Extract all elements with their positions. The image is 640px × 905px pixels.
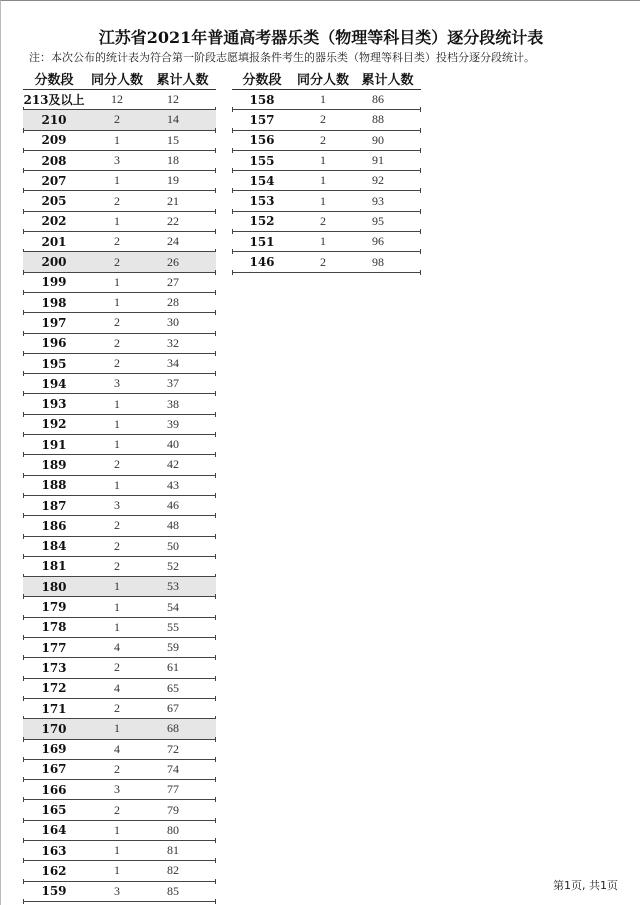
same-count-cell: 1 [114,619,120,634]
same-count-cell: 1 [114,477,120,492]
table-row [23,90,216,110]
score-cell: 191 [41,437,67,452]
table-row [23,252,216,272]
table-row [23,516,216,536]
score-cell: 166 [41,782,67,797]
cumulative-cell: 37 [167,376,179,391]
same-count-cell: 2 [114,558,120,573]
cumulative-cell: 38 [167,396,179,411]
cumulative-cell: 65 [167,680,179,695]
table-row [23,537,216,557]
cumulative-cell: 48 [167,518,179,533]
score-cell: 164 [41,823,67,838]
score-cell: 187 [41,498,67,513]
table-row [23,151,216,171]
same-count-cell: 2 [320,254,326,269]
score-cell: 152 [249,214,275,229]
table-row [23,618,216,638]
same-count-cell: 2 [114,254,120,269]
same-count-cell: 1 [320,92,326,107]
cumulative-cell: 15 [167,132,179,147]
table-row [23,638,216,658]
cumulative-cell: 27 [167,274,179,289]
score-cell: 157 [249,112,275,127]
same-count-cell: 2 [114,802,120,817]
table-row [23,354,216,374]
cumulative-cell: 95 [372,213,384,228]
score-cell: 178 [41,620,67,635]
score-cell: 146 [249,255,275,270]
cumulative-cell: 88 [372,112,384,127]
score-cell: 165 [41,803,67,818]
score-cell: 196 [41,336,67,351]
cumulative-cell: 91 [372,153,384,168]
table-row [23,861,216,881]
same-count-cell: 1 [114,173,120,188]
score-cell: 177 [41,640,67,655]
cumulative-cell: 80 [167,822,179,837]
page-title: 江苏省2021年普通高考器乐类（物理等科目类）逐分段统计表 [98,28,544,47]
cumulative-cell: 14 [167,112,179,127]
score-cell: 179 [41,600,67,615]
score-cell: 200 [41,255,67,270]
cumulative-cell: 12 [167,92,179,107]
same-count-cell: 3 [114,376,120,391]
cumulative-cell: 67 [167,701,179,716]
cumulative-cell: 42 [167,457,179,472]
score-cell: 171 [41,701,67,716]
same-count-cell: 2 [114,193,120,208]
same-count-cell: 3 [114,153,120,168]
same-count-cell: 2 [114,761,120,776]
same-count-cell: 1 [114,213,120,228]
table-row [23,597,216,617]
score-cell: 170 [41,721,67,736]
table-row [232,171,421,191]
score-cell: 201 [41,234,67,249]
score-cell: 207 [41,173,67,188]
score-cell: 169 [41,742,67,757]
cumulative-cell: 85 [167,883,179,898]
cumulative-cell: 93 [372,193,384,208]
score-cell: 210 [41,112,67,127]
header-same-count: 同分人数 [296,72,349,88]
cumulative-cell: 82 [167,863,179,878]
table-row [23,313,216,333]
table-row [23,760,216,780]
same-count-cell: 1 [114,579,120,594]
table-row [23,557,216,577]
table-row [232,191,421,211]
score-cell: 188 [41,478,67,493]
table-row [232,90,421,110]
same-count-cell: 2 [114,335,120,350]
same-count-cell: 1 [114,295,120,310]
cumulative-cell: 72 [167,741,179,756]
table-row [232,232,421,252]
score-cell: 158 [249,92,275,107]
same-count-cell: 1 [114,599,120,614]
score-cell: 195 [41,356,67,371]
score-cell: 159 [41,884,67,899]
same-count-cell: 2 [114,356,120,370]
same-count-cell: 2 [114,315,120,330]
cumulative-cell: 98 [372,254,384,269]
score-cell: 162 [41,863,67,878]
score-cell: 155 [249,153,275,168]
cumulative-cell: 50 [167,538,179,553]
same-count-cell: 2 [114,701,120,716]
same-count-cell: 1 [320,173,326,188]
score-cell: 184 [41,539,67,554]
same-count-cell: 3 [114,883,120,898]
cumulative-cell: 18 [167,153,179,168]
cumulative-cell: 68 [167,721,179,736]
cumulative-cell: 86 [372,92,384,107]
table-body-right [232,90,421,273]
cumulative-cell: 28 [167,295,179,310]
score-cell: 198 [41,295,67,310]
table-row [232,212,421,232]
table-row [23,131,216,151]
cumulative-cell: 96 [372,234,384,249]
same-count-cell: 12 [111,92,123,107]
table-row [23,171,216,191]
cumulative-cell: 46 [167,498,179,513]
score-cell: 192 [41,417,67,432]
table-row [23,496,216,516]
same-count-cell: 1 [320,234,326,249]
score-table-right [232,67,421,273]
same-count-cell: 2 [114,538,120,553]
table-row [23,374,216,394]
header-score: 分数段 [242,72,282,88]
cumulative-cell: 53 [167,579,179,594]
table-row [23,110,216,130]
table-row [23,577,216,597]
cumulative-cell: 39 [167,416,179,431]
score-cell: 186 [41,518,67,533]
table-row [23,740,216,760]
score-cell: 202 [41,214,67,229]
cumulative-cell: 24 [167,234,179,249]
table-row [232,110,421,130]
table-row [23,800,216,820]
table-row [232,151,421,171]
same-count-cell: 1 [114,437,120,452]
table-row [23,841,216,861]
same-count-cell: 1 [114,822,120,837]
score-cell: 151 [249,234,275,249]
same-count-cell: 2 [320,112,326,127]
table-row [23,212,216,232]
score-cell: 181 [41,559,67,574]
cumulative-cell: 61 [167,660,179,675]
cumulative-cell: 22 [167,213,179,228]
same-count-cell: 1 [320,193,326,208]
score-cell: 209 [41,133,67,148]
same-count-cell: 4 [114,741,120,756]
score-cell: 154 [249,173,275,188]
table-row [23,719,216,739]
cumulative-cell: 92 [372,173,384,188]
table-row [232,131,421,151]
table-row [23,334,216,354]
same-count-cell: 3 [114,782,120,797]
score-table-left [23,67,216,902]
cumulative-cell: 81 [167,843,179,858]
score-cell: 213及以上 [23,93,85,108]
score-cell: 156 [249,133,275,148]
cumulative-cell: 52 [167,558,179,573]
same-count-cell: 4 [114,680,120,695]
table-row [23,679,216,699]
score-cell: 163 [41,843,67,858]
table-row [23,415,216,435]
score-cell: 189 [41,457,67,472]
table-row [23,476,216,496]
score-cell: 153 [249,194,275,209]
same-count-cell: 2 [114,112,120,127]
score-cell: 193 [41,397,67,412]
same-count-cell: 2 [320,132,326,147]
cumulative-cell: 54 [167,599,179,614]
score-cell: 167 [41,762,67,777]
table-row [23,780,216,800]
cumulative-cell: 32 [167,335,179,350]
table-header [23,67,216,90]
cumulative-cell: 40 [167,437,179,452]
score-cell: 199 [41,275,67,290]
same-count-cell: 1 [114,843,120,858]
cumulative-cell: 19 [167,173,179,188]
table-row [23,435,216,455]
table-row [23,882,216,902]
cumulative-cell: 59 [167,640,179,655]
score-cell: 172 [41,681,67,696]
score-cell: 205 [41,194,67,209]
cumulative-cell: 43 [167,477,179,492]
header-score: 分数段 [34,72,74,88]
score-cell: 180 [41,579,67,594]
table-row [23,191,216,211]
same-count-cell: 3 [114,498,120,513]
same-count-cell: 2 [320,213,326,228]
same-count-cell: 2 [114,234,120,249]
same-count-cell: 1 [114,274,120,289]
score-cell: 208 [41,153,67,168]
score-cell: 173 [41,660,67,675]
table-body-left [23,90,216,902]
same-count-cell: 1 [114,132,120,147]
same-count-cell: 4 [114,640,120,655]
cumulative-cell: 21 [167,193,179,208]
table-row [23,455,216,475]
table-row [23,232,216,252]
cumulative-cell: 26 [167,254,179,269]
header-cumulative: 累计人数 [156,72,209,88]
header-same-count: 同分人数 [90,72,143,88]
table-row [23,293,216,313]
header-cumulative: 累计人数 [361,72,414,88]
same-count-cell: 1 [114,396,120,411]
same-count-cell: 1 [320,153,326,168]
cumulative-cell: 79 [167,802,179,817]
same-count-cell: 1 [114,863,120,878]
table-row [23,658,216,678]
cumulative-cell: 34 [167,356,179,370]
table-row [23,699,216,719]
score-cell: 197 [41,315,67,330]
same-count-cell: 1 [114,721,120,736]
table-header [232,67,421,90]
same-count-cell: 2 [114,518,120,533]
cumulative-cell: 90 [372,132,384,147]
same-count-cell: 1 [114,416,120,431]
note-text: 注：本次公布的统计表为符合第一阶段志愿填报条件考生的器乐类（物理等科目类）投档分逐分段统计。 [29,51,535,64]
cumulative-cell: 74 [167,761,179,776]
same-count-cell: 2 [114,457,120,472]
cumulative-cell: 55 [167,619,179,634]
page-number: 第1页, 共1页 [553,879,618,892]
same-count-cell: 2 [114,660,120,675]
cumulative-cell: 77 [167,782,179,797]
table-row [23,394,216,414]
table-row [23,273,216,293]
table-row [23,821,216,841]
cumulative-cell: 30 [167,315,179,330]
score-cell: 194 [41,376,67,391]
table-row [232,252,421,272]
